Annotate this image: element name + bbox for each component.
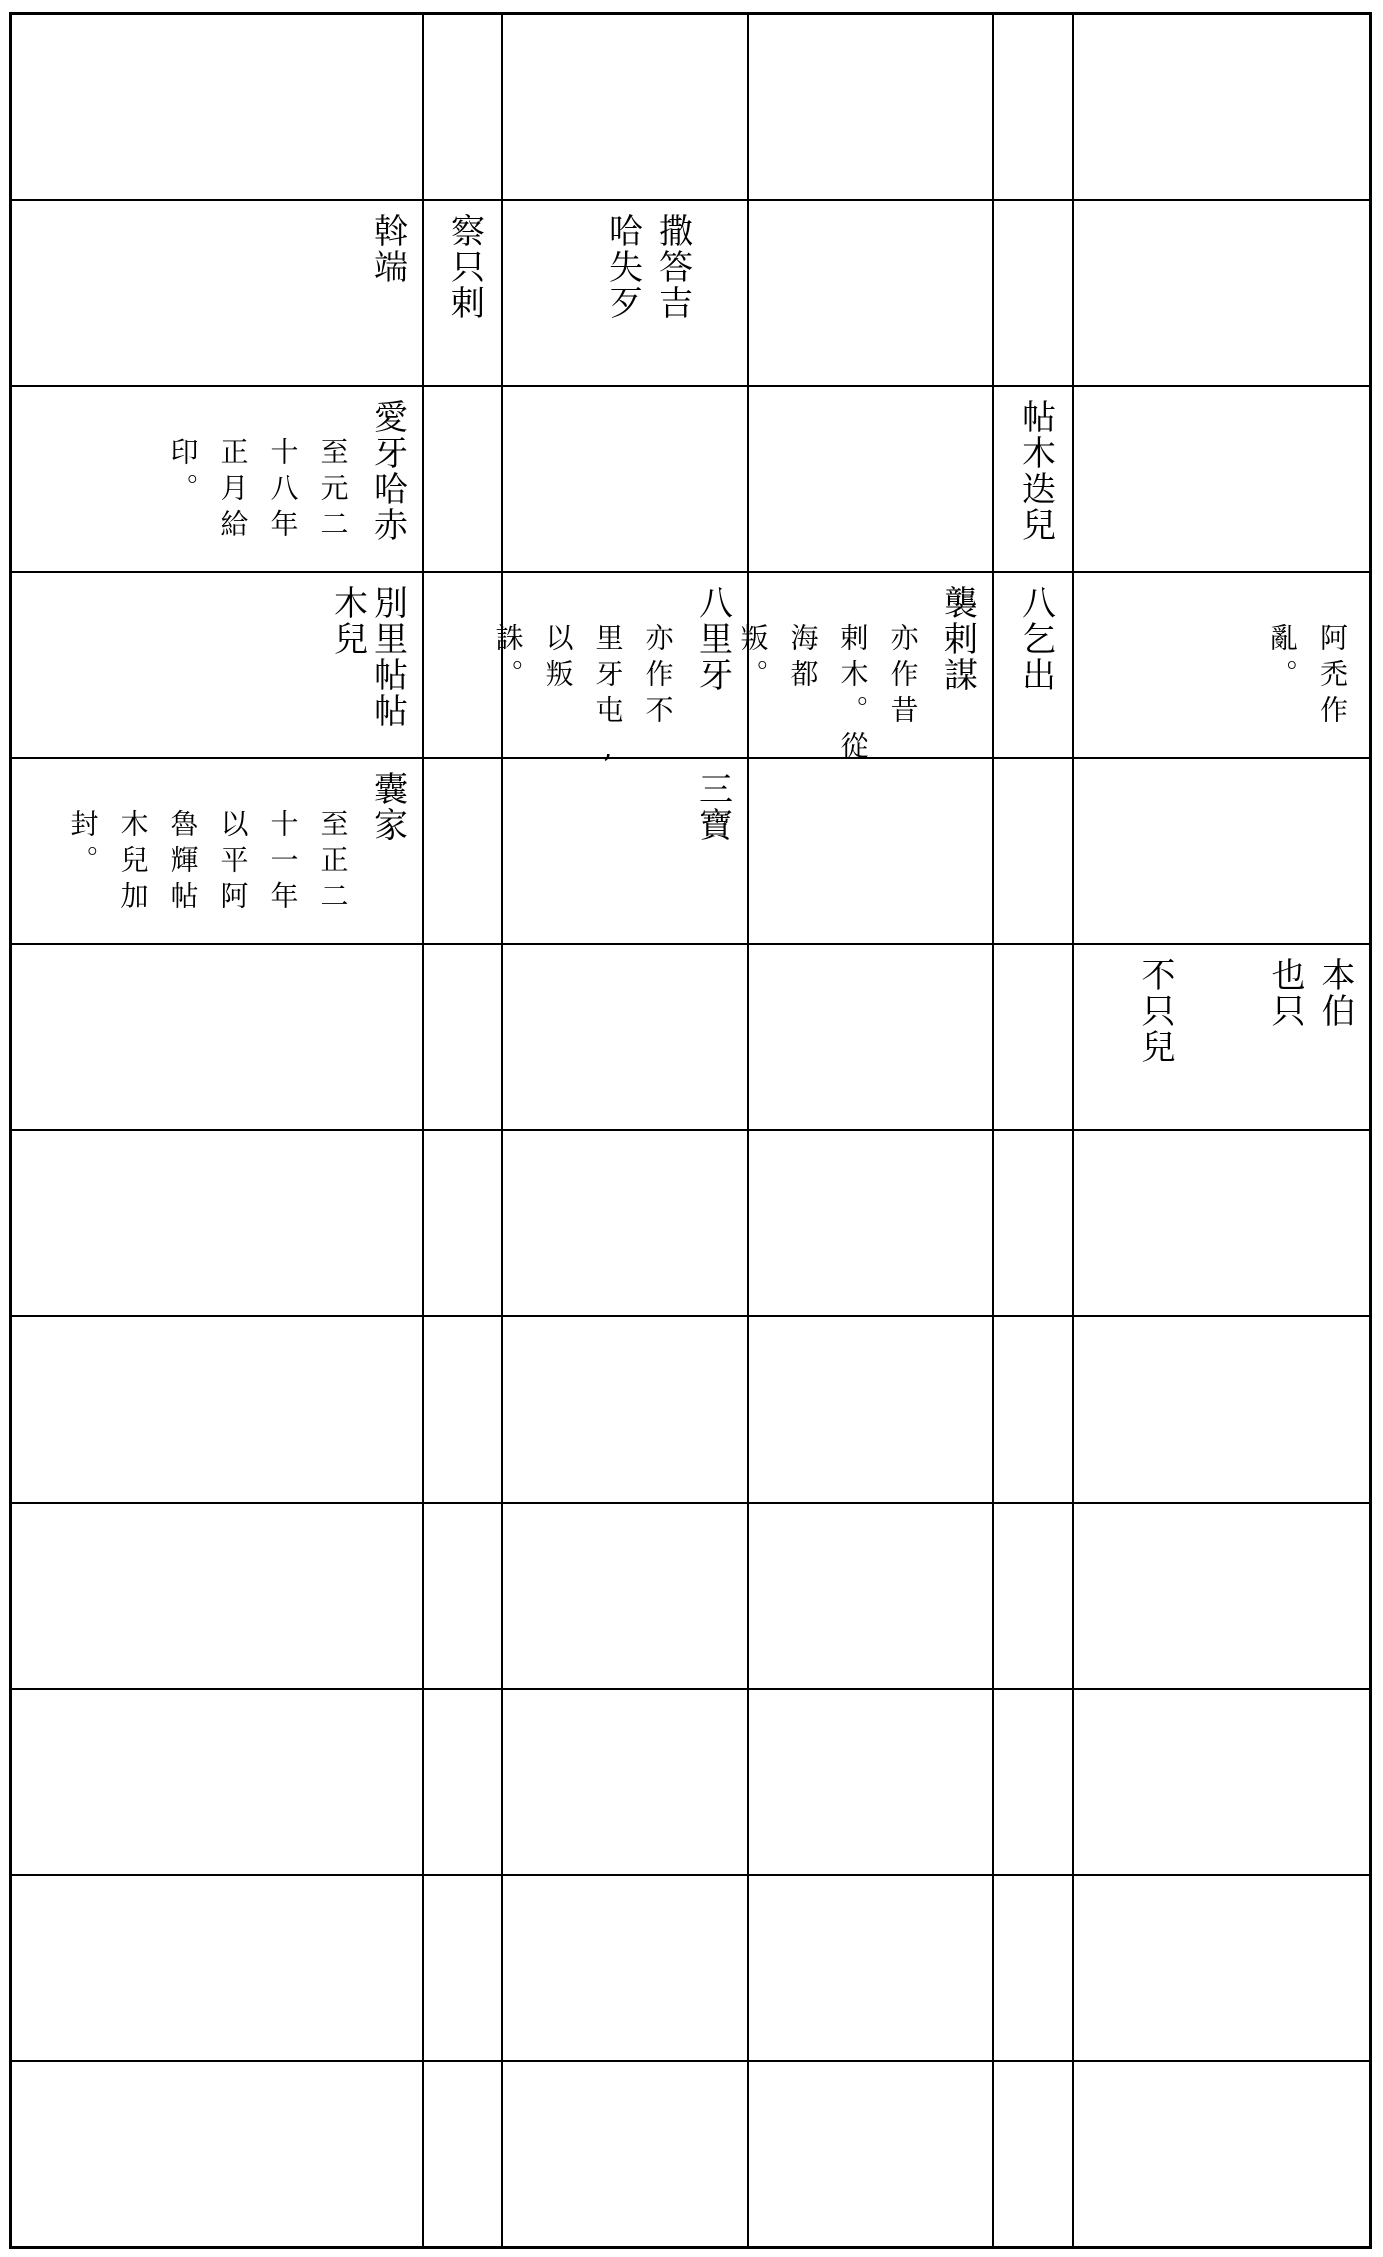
table-cell [502,1130,748,1316]
table-cell [11,14,423,201]
entry-name: 愛牙哈赤 [367,399,408,544]
table-cell [1073,1130,1371,1316]
entry-name: 斡端 [367,213,408,286]
table-cell [491,572,748,773]
entry-name: 撒答吉 [652,213,693,322]
table-cell [1073,1689,1371,1875]
table-row [11,1689,1371,1875]
table-cell [993,1875,1073,2061]
entry-note: 至元二 十八年 正月給 印。 [166,437,350,546]
table-cell [502,200,748,386]
table-cell [748,14,993,201]
table-cell [1073,1316,1371,1502]
table-cell [993,944,1073,1130]
table-row [11,14,1371,201]
table-cell [11,386,423,572]
table-row [11,1503,1371,1689]
entry-name: 三寶 [692,771,733,844]
table-cell [11,944,423,1130]
table-cell [423,386,502,572]
entry-name: 本伯 [1315,957,1355,1030]
table-cell [748,1130,993,1316]
table-cell [502,2061,748,2248]
table-cell [993,1316,1073,1502]
table-cell [502,386,748,572]
table-cell [11,1503,423,1689]
table-cell [11,2061,423,2248]
table-cell [11,200,423,386]
table-cell [748,386,993,572]
table-cell [748,1503,993,1689]
table-cell [11,1875,423,2061]
table-row [11,386,1371,572]
table-cell [748,200,993,386]
table-cell [748,758,993,944]
genealogy-table [9,12,1372,2249]
table-cell [748,1875,993,2061]
entry-name: 不只兒 [1135,957,1175,1066]
table-cell [1073,14,1371,201]
table-cell [748,1689,993,1875]
table-cell [993,758,1073,944]
table-cell [1073,2061,1371,2248]
table-cell [748,2061,993,2248]
entry-note: 亦作昔 剌木。從 海都 叛。 [736,623,920,768]
table-cell [423,1689,502,1875]
table-cell [993,386,1073,572]
table-row [11,944,1371,1130]
table-cell [993,572,1073,758]
table-cell [502,758,748,944]
entry-name: 也只 [1265,957,1305,1030]
table-cell [11,758,423,944]
table-cell [423,2061,502,2248]
table-row [11,200,1371,386]
table-cell [11,572,423,758]
table-cell [423,1316,502,1502]
table-cell [423,944,502,1130]
entry-name: 哈失歹 [602,213,643,322]
table-cell [502,1875,748,2061]
table-cell [423,1130,502,1316]
table-row [11,758,1371,944]
table-cell [423,1503,502,1689]
table-cell [502,944,748,1130]
entry-note: 至正二 十一年 以平阿 魯輝帖 木兒加 封。 [66,809,350,918]
table-row [11,2061,1371,2248]
entry-name: 八里牙 [692,585,733,694]
table-cell [423,1875,502,2061]
table-cell [1073,572,1371,758]
table-cell [1073,1875,1371,2061]
table-cell [11,1130,423,1316]
table-row [11,1130,1371,1316]
genealogy-table-page [9,12,1369,2249]
table-cell [423,200,502,386]
table-cell [748,1316,993,1502]
table-cell [993,1503,1073,1689]
table-cell [1073,758,1371,944]
table-cell [502,1503,748,1689]
table-cell [1073,944,1371,1130]
table-row [11,572,1371,758]
table-cell [736,572,993,768]
entry-name: 帖木迭兒 [1015,399,1056,544]
entry-note: 亦作不 里牙屯, 以叛 誅。 [491,623,675,773]
table-cell [502,1689,748,1875]
table-cell [993,1130,1073,1316]
entry-name: 察只剌 [444,213,485,322]
table-cell [748,944,993,1130]
entry-name: 別里帖帖 木兒 [327,585,408,730]
entry-name: 囊家 [367,771,408,844]
table-cell [993,14,1073,201]
table-cell [1073,386,1371,572]
table-cell [993,200,1073,386]
table-cell [993,2061,1073,2248]
table-cell [11,1689,423,1875]
table-cell [1073,1503,1371,1689]
table-cell [11,1316,423,1502]
table-cell [1073,200,1371,386]
table-cell [423,14,502,201]
table-cell [993,1689,1073,1875]
table-cell [502,14,748,201]
entry-name: 襲剌謀 [937,585,978,694]
table-row [11,1316,1371,1502]
table-cell [423,758,502,944]
table-row [11,1875,1371,2061]
entry-note: 阿禿作 亂。 [1266,623,1349,732]
entry-name: 八乞出 [1015,585,1056,694]
table-cell [502,1316,748,1502]
